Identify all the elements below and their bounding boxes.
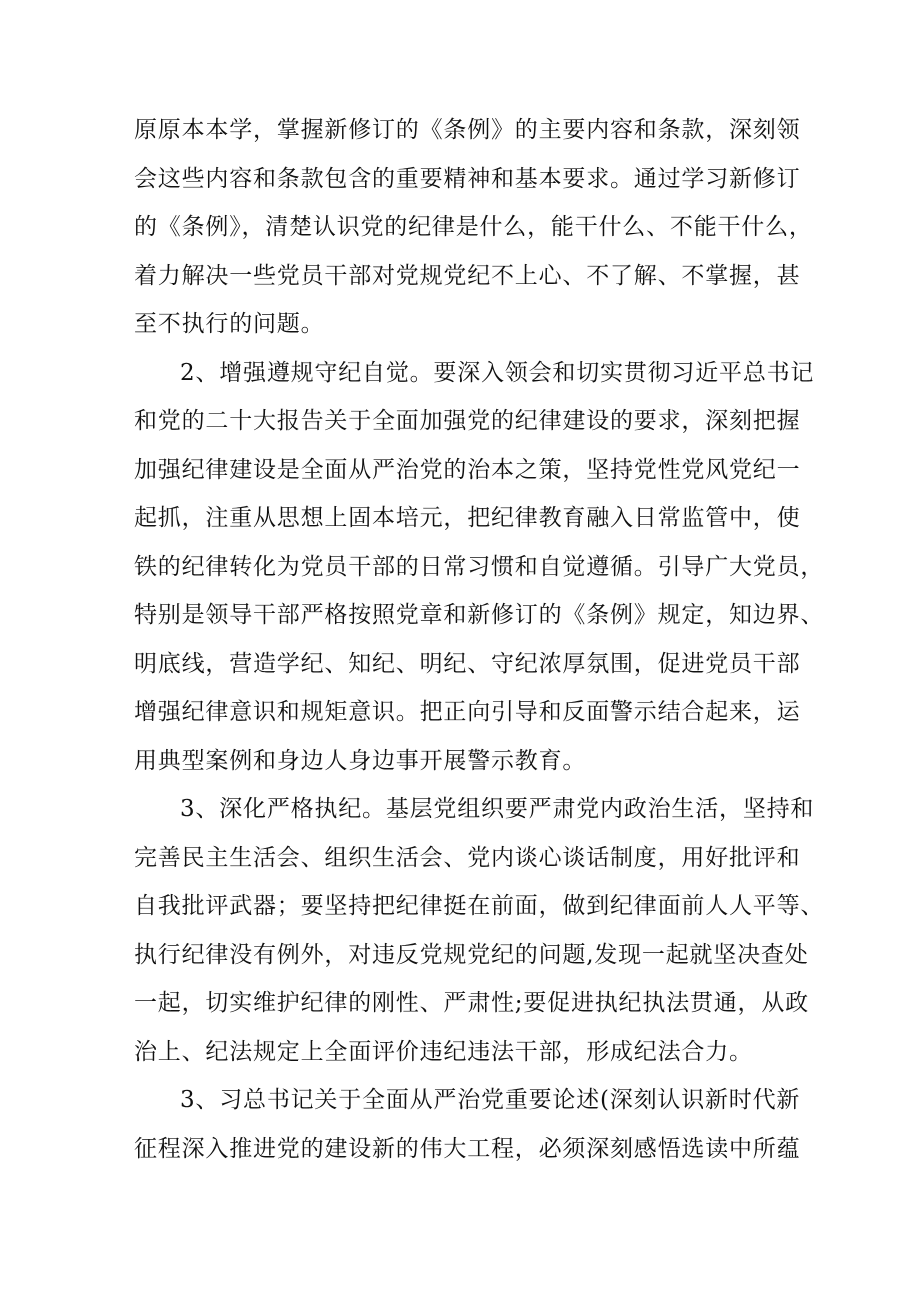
text-line: 至不执行的问题。 — [134, 311, 325, 337]
text-line: 加强纪律建设是全面从严治党的治本之策，坚持党性党风党纪一 — [134, 456, 801, 483]
paragraph-start-line: 2、增强遵规守纪自觉。要深入领会和切实贯彻习近平总书记 — [180, 359, 815, 386]
text-line: 原原本本学，掌握新修订的《条例》的主要内容和条款，深刻领 — [134, 117, 801, 143]
text-line: 执行纪律没有例外，对违反党规党纪的问题,发现一起就坚决查处 — [134, 941, 809, 968]
text-line: 完善民主生活会、组织生活会、党内谈心谈话制度，用好批评和 — [134, 844, 801, 871]
document-body — [134, 106, 825, 1173]
text-line: 一起，切实维护纪律的刚性、严肃性;要促进执纪执法贯通，从政 — [134, 990, 809, 1016]
text-line: 起抓，注重从思想上固本培元，把纪律教育融入日常监管中，使 — [134, 505, 801, 531]
text-line: 着力解决一些党员干部对党规党纪不上心、不了解、不掌握，甚 — [134, 262, 801, 289]
text-line: 治上、纪法规定上全面评价违纪违法干部，形成纪法合力。 — [134, 1038, 753, 1065]
text-line: 铁的纪律转化为党员干部的日常习惯和自觉遵循。引导广大党员， — [134, 553, 825, 580]
text-line: 用典型案例和身边人身边事开展警示教育。 — [134, 747, 587, 774]
text-line: 会这些内容和条款包含的重要精神和基本要求。通过学习新修订 — [134, 165, 801, 192]
text-line: 增强纪律意识和规矩意识。把正向引导和反面警示结合起来，运 — [134, 699, 801, 725]
text-line: 明底线，营造学纪、知纪、明纪、守纪浓厚氛围，促进党员干部 — [134, 650, 801, 677]
paragraph-start-line: 3、深化严格执纪。基层党组织要严肃党内政治生活，坚持和 — [180, 796, 815, 822]
text-line: 和党的二十大报告关于全面加强党的纪律建设的要求，深刻把握 — [134, 408, 801, 434]
text-line: 征程深入推进党的建设新的伟大工程，必须深刻感悟选读中所蕴 — [134, 1135, 801, 1162]
paragraph-start-line: 3、习总书记关于全面从严治党重要论述(深刻认识新时代新 — [180, 1087, 801, 1113]
text-line: 的《条例》，清楚认识党的纪律是什么，能干什么、不能干什么， — [134, 214, 813, 240]
text-line: 自我批评武器；要坚持把纪律挺在前面，做到纪律面前人人平等、 — [134, 893, 825, 919]
text-line: 特别是领导干部严格按照党章和新修订的《条例》规定，知边界、 — [134, 602, 825, 628]
